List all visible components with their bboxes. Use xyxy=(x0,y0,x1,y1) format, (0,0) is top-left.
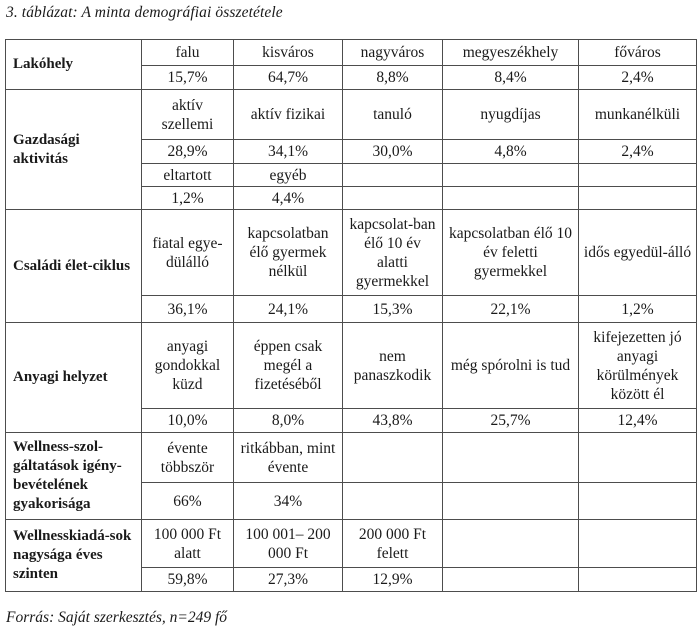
cell: kifejezetten jó anyagi körülmények között él xyxy=(579,323,697,409)
cell: 34,1% xyxy=(234,140,343,164)
cell: nagyváros xyxy=(343,40,443,66)
cell: éppen csak megél a fizetéséből xyxy=(234,323,343,409)
cell-empty xyxy=(443,187,579,210)
cell: 64,7% xyxy=(234,66,343,90)
cell: kapcsolat-ban élő 10 év alatti gyermekkel xyxy=(343,210,443,296)
table-row xyxy=(6,323,697,409)
cell: 2,4% xyxy=(579,66,697,90)
row-label-wellness-kiadas: Wellnesskiadá-sok nagysága éves szinten xyxy=(6,520,142,592)
cell: nyugdíjas xyxy=(443,90,579,140)
row-label-gazdasagi: Gazdasági aktivitás xyxy=(6,90,142,210)
cell-empty xyxy=(443,433,579,483)
table-row xyxy=(6,210,697,296)
cell: 30,0% xyxy=(343,140,443,164)
cell: 66% xyxy=(142,483,234,520)
cell: 1,2% xyxy=(579,296,697,323)
table-row xyxy=(6,40,697,66)
row-label-csaladi: Családi élet-ciklus xyxy=(6,210,142,323)
cell: kapcsolatban élő gyermek nélkül xyxy=(234,210,343,296)
cell: 8,8% xyxy=(343,66,443,90)
cell: 1,2% xyxy=(142,187,234,210)
cell-empty xyxy=(579,568,697,592)
cell: 8,4% xyxy=(443,66,579,90)
cell: idős egyedül-álló xyxy=(579,210,697,296)
cell-empty xyxy=(343,483,443,520)
cell-empty xyxy=(579,164,697,187)
table-row xyxy=(6,433,697,483)
cell: megyeszékhely xyxy=(443,40,579,66)
cell: 4,4% xyxy=(234,187,343,210)
cell-empty xyxy=(443,164,579,187)
cell-empty xyxy=(579,433,697,483)
cell: 100 001– 200 000 Ft xyxy=(234,520,343,568)
cell: 15,3% xyxy=(343,296,443,323)
cell: munkanélküli xyxy=(579,90,697,140)
cell: 8,0% xyxy=(234,409,343,433)
row-label-lakohely: Lakóhely xyxy=(6,40,142,90)
cell: 24,1% xyxy=(234,296,343,323)
cell-empty xyxy=(443,568,579,592)
cell: kapcsolatban élő 10 év feletti gyermekkel xyxy=(443,210,579,296)
cell: 100 000 Ft alatt xyxy=(142,520,234,568)
cell-empty xyxy=(343,187,443,210)
cell: falu xyxy=(142,40,234,66)
cell: aktív szellemi xyxy=(142,90,234,140)
table-source-note: Forrás: Saját szerkesztés, n=249 fő xyxy=(6,609,227,626)
cell: 200 000 Ft felett xyxy=(343,520,443,568)
cell-empty xyxy=(579,483,697,520)
cell: 12,4% xyxy=(579,409,697,433)
cell: még spórolni is tud xyxy=(443,323,579,409)
cell: fiatal egye-dülálló xyxy=(142,210,234,296)
cell: ritkábban, mint évente xyxy=(234,433,343,483)
cell-empty xyxy=(579,520,697,568)
cell: aktív fizikai xyxy=(234,90,343,140)
table-row xyxy=(6,520,697,568)
row-label-anyagi: Anyagi helyzet xyxy=(6,323,142,433)
cell: 43,8% xyxy=(343,409,443,433)
cell: egyéb xyxy=(234,164,343,187)
cell: 59,8% xyxy=(142,568,234,592)
row-label-wellness-gyakorisag: Wellness-szol-gáltatások igény-bevételének gyakorisága xyxy=(6,433,142,520)
cell: anyagi gondokkal küzd xyxy=(142,323,234,409)
cell-empty xyxy=(443,483,579,520)
cell: 36,1% xyxy=(142,296,234,323)
cell: 2,4% xyxy=(579,140,697,164)
cell-empty xyxy=(579,187,697,210)
table-row xyxy=(6,90,697,140)
demographics-table xyxy=(5,39,697,592)
cell: 10,0% xyxy=(142,409,234,433)
cell: évente többször xyxy=(142,433,234,483)
table-caption: 3. táblázat: A minta demográfiai összetétele xyxy=(6,4,283,21)
cell: nem panaszkodik xyxy=(343,323,443,409)
cell: 12,9% xyxy=(343,568,443,592)
cell: 15,7% xyxy=(142,66,234,90)
cell: 27,3% xyxy=(234,568,343,592)
cell-empty xyxy=(343,433,443,483)
cell: főváros xyxy=(579,40,697,66)
cell: 4,8% xyxy=(443,140,579,164)
cell: 25,7% xyxy=(443,409,579,433)
cell: tanuló xyxy=(343,90,443,140)
cell: 22,1% xyxy=(443,296,579,323)
cell-empty xyxy=(443,520,579,568)
cell: 34% xyxy=(234,483,343,520)
cell: 28,9% xyxy=(142,140,234,164)
cell: kisváros xyxy=(234,40,343,66)
cell-empty xyxy=(343,164,443,187)
cell: eltartott xyxy=(142,164,234,187)
